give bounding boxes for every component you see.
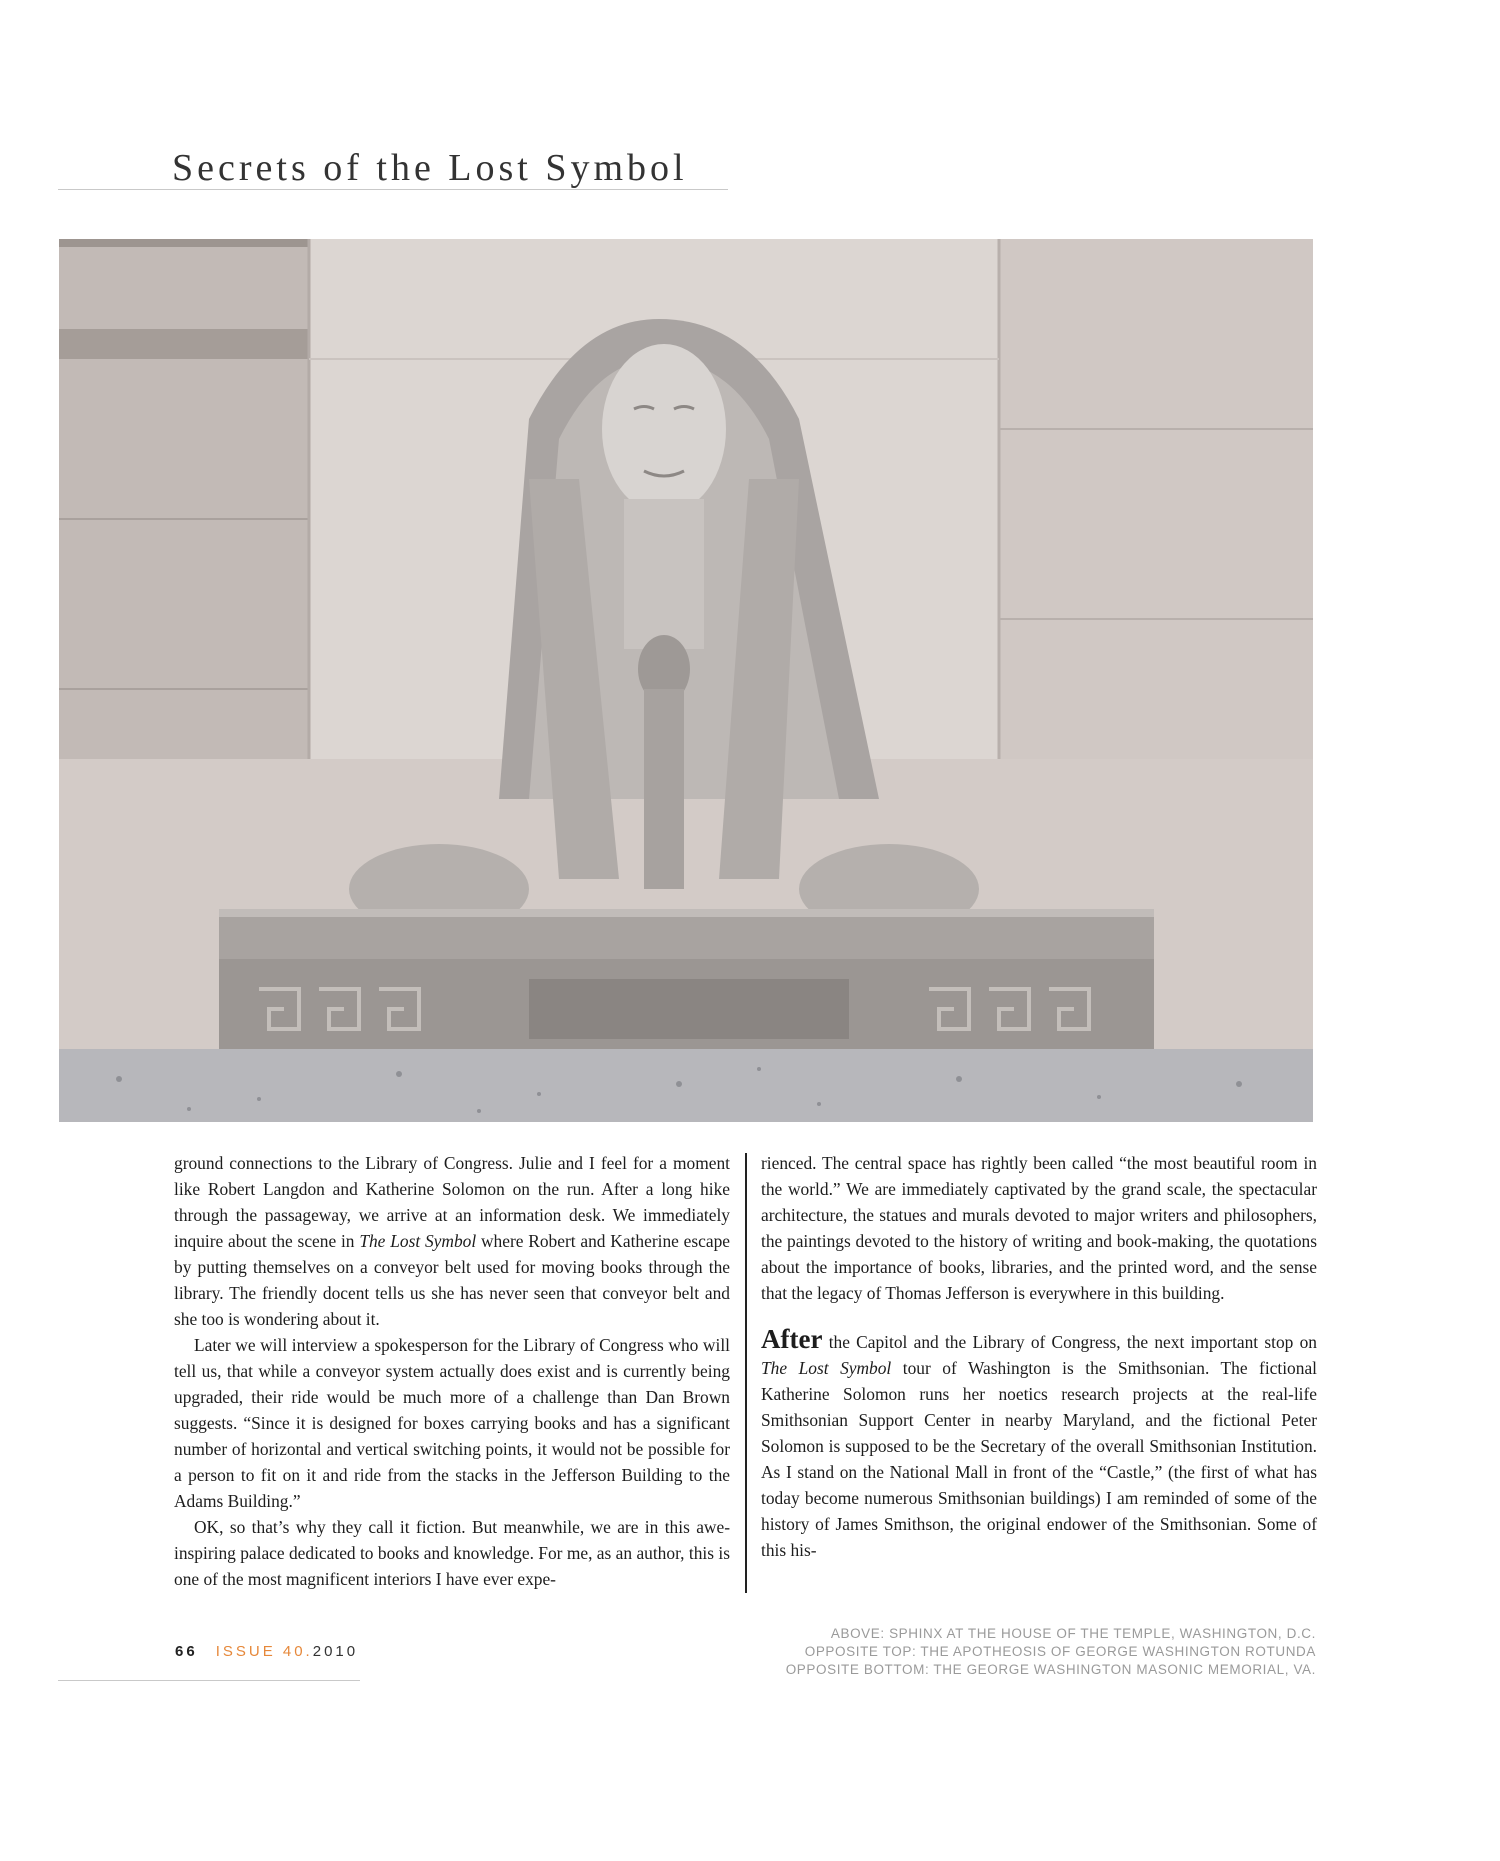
page-number: 66 (175, 1643, 198, 1660)
article-column-right (761, 1150, 1317, 1563)
caption-opposite-top: OPPOSITE TOP: THE APOTHEOSIS OF GEORGE WASHINGTON ROTUNDA (804, 1644, 1316, 1659)
left-paragraph-3: OK, so that’s why they call it fiction. But meanwhile, we are in this awe-inspiring palace dedicated to books and knowledge. For me, as an author, this is one of the most magnificent interiors I have ever expe- (174, 1517, 730, 1589)
folio (175, 1643, 358, 1660)
sphinx-illustration (59, 239, 1313, 1122)
page-title: Secrets of the Lost Symbol (172, 147, 688, 189)
left-paragraph-1: ground connections to the Library of Congress. Julie and I feel for a moment like Robert Langdon and Katherine Solomon on the run. After a long hike through the passageway, we arrive at an information desk. We immediately inquire about the scene in The Lost Symbol where Robert and Katherine escape by putting themselves on a conveyor belt used for moving books through the library. The friendly docent tells us she has never seen that conveyor belt and she too is wondering about it. (174, 1153, 731, 1329)
issue-year: 2010 (312, 1643, 359, 1660)
article-column-left (174, 1150, 730, 1592)
photo-captions (786, 1625, 1316, 1679)
left-paragraph-2: Later we will interview a spokesperson for the Library of Congress who will tell us, that while a conveyor system actually does exist and is currently being upgraded, their ride would be much more of a challenge than Dan Brown suggests. “Since it is designed for boxes carrying books and has a significant number of horizontal and vertical switching points, it would not be possible for a person to fit on it and ride from the stacks in the Jefferson Building to the Adams Building.” (174, 1335, 730, 1511)
issue-label: ISSUE 40. (215, 1643, 313, 1660)
footer-rule (58, 1680, 360, 1681)
sphinx-photo (59, 239, 1313, 1122)
caption-above: ABOVE: SPHINX AT THE HOUSE OF THE TEMPLE, WASHINGTON, D.C. (830, 1626, 1316, 1641)
right-paragraph-1: rienced. The central space has rightly been called “the most beautiful room in the world.” We are immediately captivated by the grand scale, the spectacular architecture, the statues and murals devoted to major writers and philosophers, the paintings devoted to the history of writing and book-making, the quotations about the importance of books, libraries, and the printed word, and the sense that the legacy of Thomas Jefferson is everywhere in this building. (761, 1153, 1317, 1303)
book-title: The Lost Symbol (359, 1231, 477, 1251)
caption-opposite-bottom: OPPOSITE BOTTOM: THE GEORGE WASHINGTON MASONIC MEMORIAL, VA. (785, 1662, 1316, 1677)
title-rule (58, 189, 728, 190)
column-divider (745, 1153, 747, 1593)
lead-word: After (761, 1324, 823, 1354)
right-paragraph-2: After the Capitol and the Library of Congress, the next important stop on The Lost Symbol tour of Washington is the Smithsonian. The fictional Katherine Solomon runs her noetics research projects at the real-life Smithsonian Support Center in nearby Maryland, and the fictional Peter Solomon is supposed to be the Secretary of the overall Smithsonian Institution. As I stand on the National Mall in front of the “Castle,” (the first of what has today become numerous Smithsonian buildings) I am reminded of some of the history of James Smithson, the original endower of the Smithsonian. Some of this his- (761, 1324, 1317, 1560)
book-title: The Lost Symbol (761, 1358, 892, 1378)
